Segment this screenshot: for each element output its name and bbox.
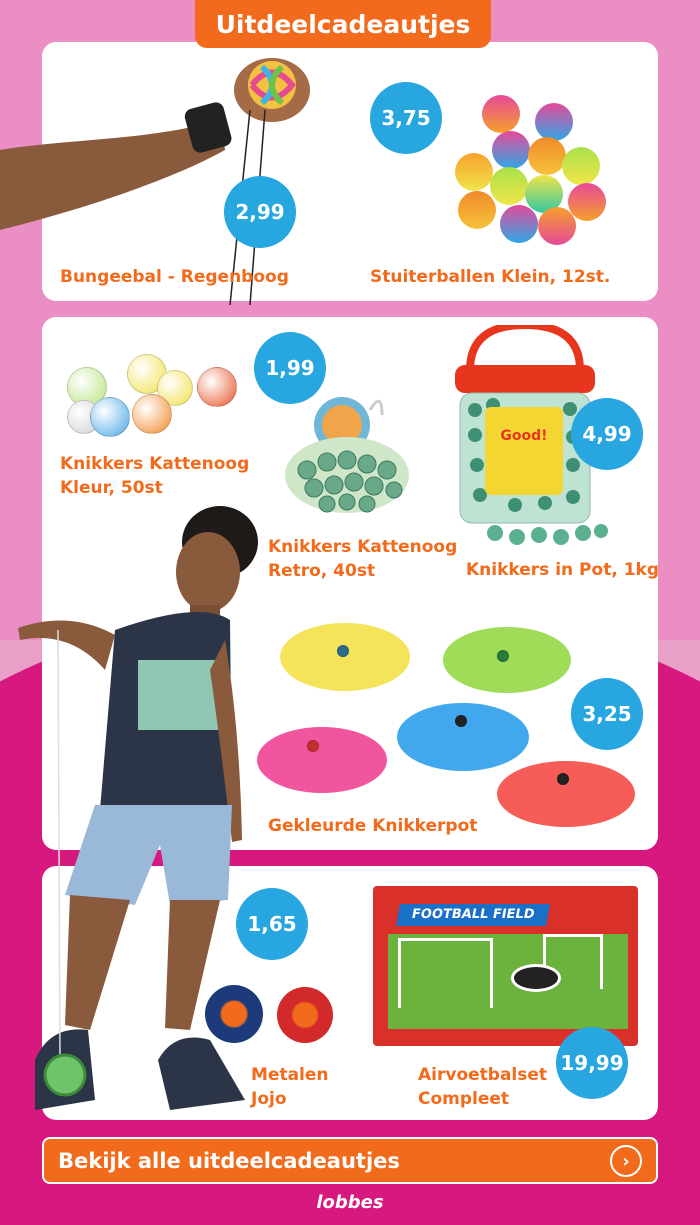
product-label[interactable]: Knikkers in Pot, 1kg [466,560,660,580]
boy-with-yoyo-image [10,500,260,1125]
price-badge: 3,25 [571,678,643,750]
product-label[interactable]: Gekleurde Knikkerpot [268,816,478,836]
marbles-net-bag-image[interactable] [282,390,422,520]
product-label[interactable]: Bungeebal - Regenboog [60,267,289,287]
price-badge: 1,99 [254,332,326,404]
price-badge: 19,99 [556,1027,628,1099]
view-all-label: Bekijk alle uitdeelcadeautjes [58,1148,400,1173]
chevron-right-icon: › [610,1145,642,1177]
price-badge: 4,99 [571,398,643,470]
price-badge: 2,99 [224,176,296,248]
page-title: Uitdeelcadeautjes [195,0,491,48]
bouncy-balls-image[interactable] [450,95,620,245]
marbles-color-image[interactable] [62,352,242,442]
price-badge: 3,75 [370,82,442,154]
product-label[interactable]: Knikkers Kattenoog Retro, 40st [268,537,458,581]
product-label[interactable]: Knikkers Kattenoog Kleur, 50st [60,454,250,498]
price-badge: 1,65 [236,888,308,960]
product-label[interactable]: Stuiterballen Klein, 12st. [370,267,611,287]
air-football-box-image[interactable] [373,886,638,1046]
product-label[interactable]: Airvoetbalset Compleet [418,1065,548,1109]
brand-logo: lobbes [316,1192,384,1213]
product-label[interactable]: Metalen Jojo [251,1065,329,1109]
football-box-title: FOOTBALL FIELD [396,904,550,926]
view-all-button[interactable] [42,1137,658,1184]
jar-label-text: Good! [500,428,548,444]
